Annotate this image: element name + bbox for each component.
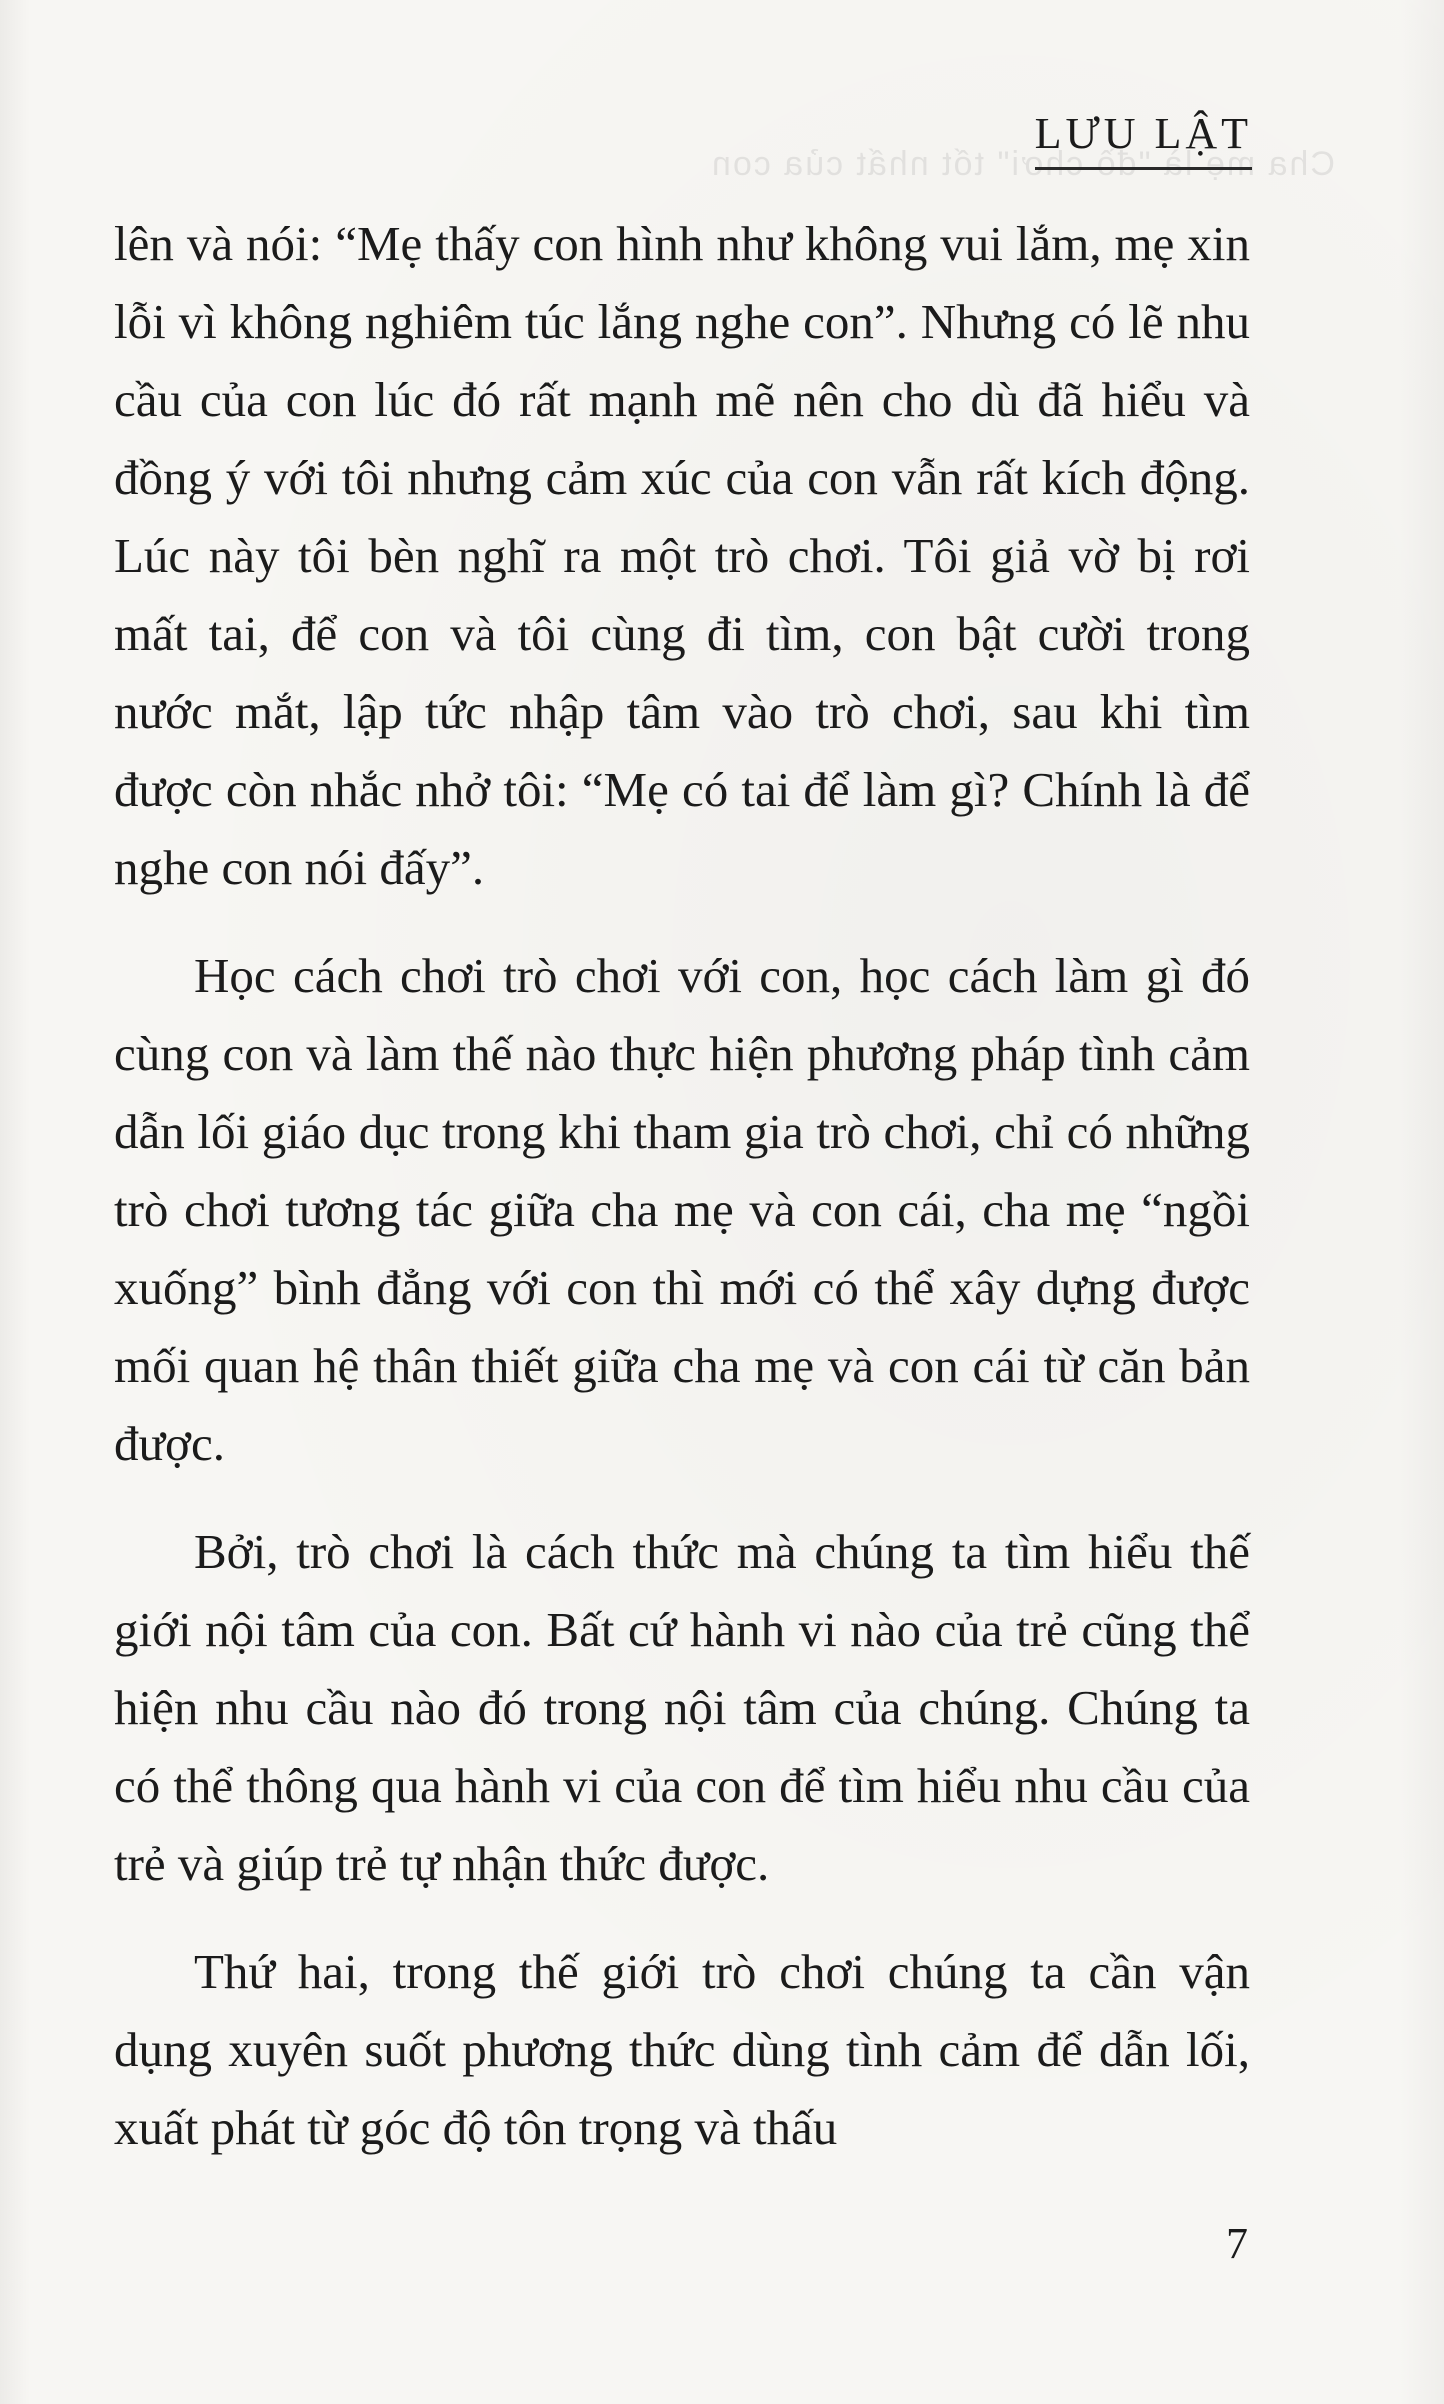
show-through-text: Cha mẹ là "đồ chơi" tốt nhất của con xyxy=(710,145,1335,183)
body-text xyxy=(114,205,1250,2197)
page-number: 7 xyxy=(1226,2219,1248,2268)
paragraph-2: Học cách chơi trò chơi với con, học cách làm gì đó cùng con và làm thế nào thực hiện phương pháp tình cảm dẫn lối giáo dục trong khi tham gia trò chơi, chỉ có những trò chơi tương tác giữa cha mẹ và con cái, cha mẹ “ngồi xuống” bình đẳng với con thì mới có thể xây dựng được mối quan hệ thân thiết giữa cha mẹ và con cái từ căn bản được. xyxy=(114,948,1250,1471)
paragraph-3: Bởi, trò chơi là cách thức mà chúng ta tìm hiểu thế giới nội tâm của con. Bất cứ hành vi nào của trẻ cũng thể hiện nhu cầu nào đó trong nội tâm của chúng. Chúng ta có thể thông qua hành vi của con để tìm hiểu nhu cầu của trẻ và giúp trẻ tự nhận thức được. xyxy=(114,1524,1250,1891)
paragraph-4: Thứ hai, trong thế giới trò chơi chúng ta cần vận dụng xuyên suốt phương thức dùng tình cảm để dẫn lối, xuất phát từ góc độ tôn trọng và thấu xyxy=(114,1944,1250,2155)
running-head: LƯU LẬT xyxy=(1035,108,1252,170)
paragraph-1: lên và nói: “Mẹ thấy con hình như không vui lắm, mẹ xin lỗi vì không nghiêm túc lắng nghe con”. Nhưng có lẽ nhu cầu của con lúc đó rất mạnh mẽ nên cho dù đã hiểu và đồng ý với tôi nhưng cảm xúc của con vẫn rất kích động. Lúc này tôi bèn nghĩ ra một trò chơi. Tôi giả vờ bị rơi mất tai, để con và tôi cùng đi tìm, con bật cười trong nước mắt, lập tức nhập tâm vào trò chơi, sau khi tìm được còn nhắc nhở tôi: “Mẹ có tai để làm gì? Chính là để nghe con nói đấy”. xyxy=(114,216,1250,895)
